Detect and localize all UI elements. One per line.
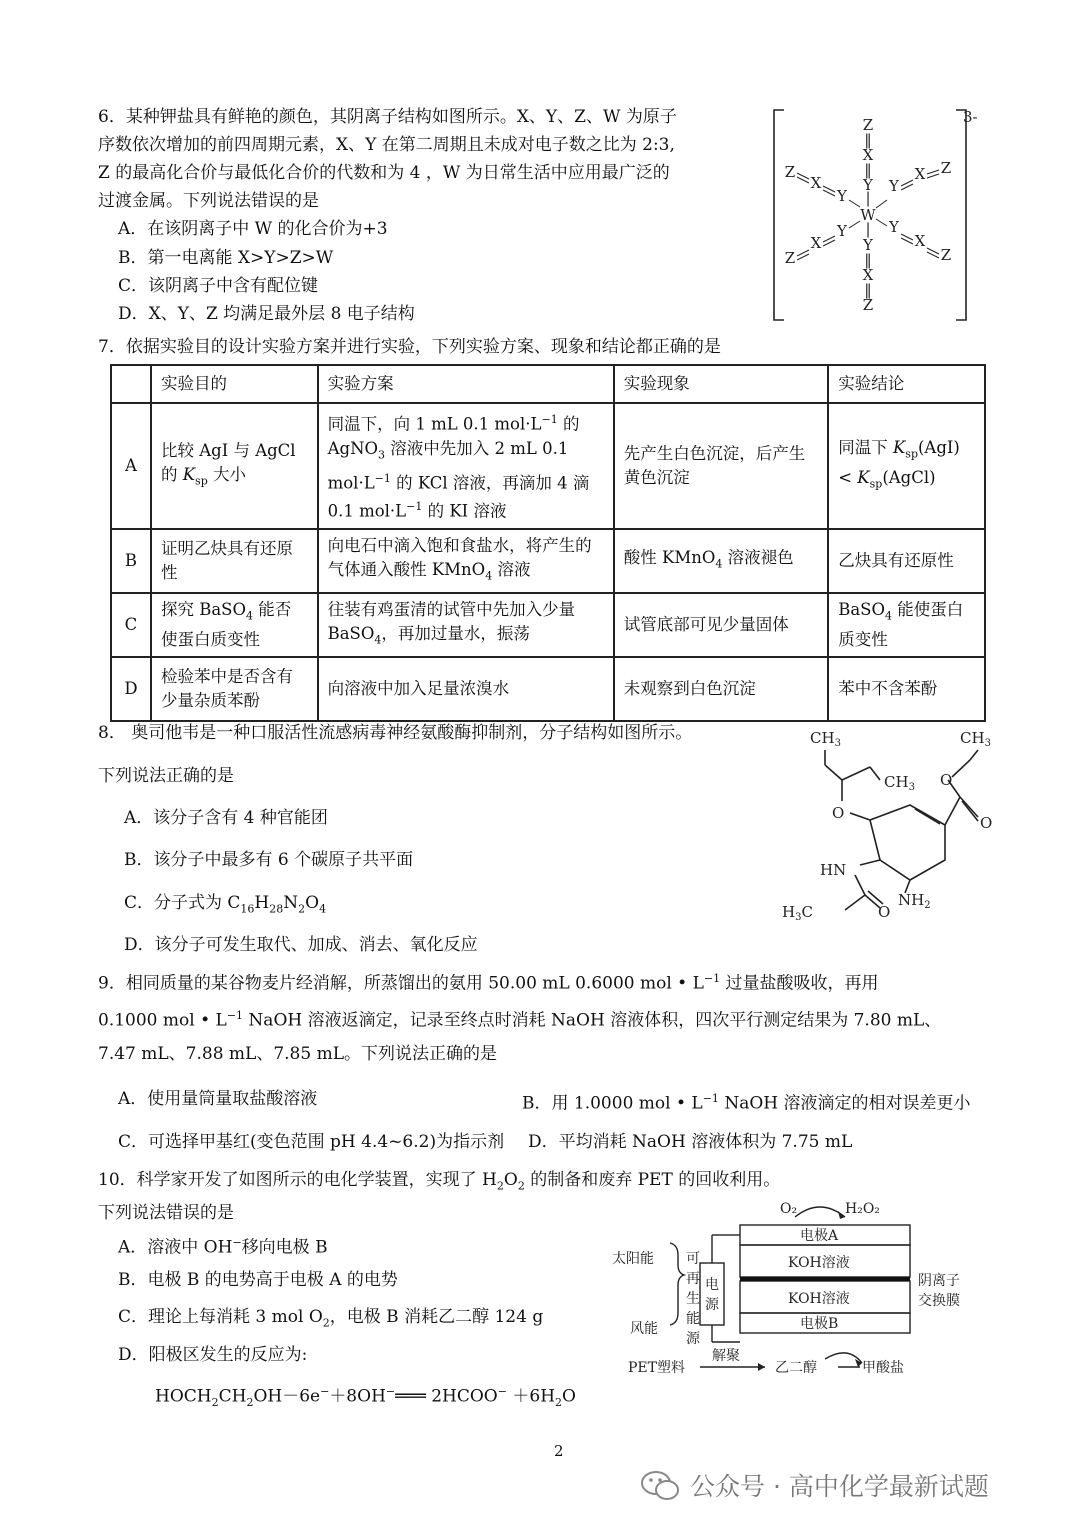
q9-option-a: A．使用量筒量取盐酸溶液 — [118, 1089, 318, 1109]
table-header-cell: 实验结论 — [828, 365, 985, 403]
q6-option-c: C．该阴离子中含有配位键 — [118, 276, 319, 296]
o2-label: O₂ — [780, 1201, 798, 1217]
table-row — [111, 657, 985, 721]
table-header-cell: 实验现象 — [614, 365, 828, 403]
q6-stem-line4: 过渡金属。下列说法错误的是 — [98, 191, 319, 211]
q10-stem-line2: 下列说法错误的是 — [98, 1203, 234, 1223]
membrane-label-2: 交换膜 — [918, 1293, 960, 1309]
svg-text:HN: HN — [820, 861, 847, 879]
svg-text:X: X — [862, 266, 874, 284]
table-header-cell — [111, 365, 151, 403]
table-cell: 检验苯中是否含有少量杂质苯酚 — [151, 657, 318, 721]
q8-option-a: A．该分子含有 4 种官能团 — [124, 808, 328, 828]
table-cell: 证明乙炔具有还原性 — [151, 529, 318, 593]
q10-option-d-equation: $HOCH_2CH_2OH-6e^-+8OH^-═══$ 2HCOO− $+6H_2O$ — [155, 1385, 576, 1410]
svg-text:Y: Y — [863, 236, 873, 254]
svg-text:CH3: $CH_3$ — [884, 773, 915, 793]
row-label: A — [111, 403, 151, 529]
svg-text:Y: Y — [837, 187, 847, 205]
svg-text:能: 能 — [686, 1311, 700, 1327]
koh-upper-label: KOH溶液 — [788, 1255, 850, 1271]
table-cell: 同温下 $K_{sp}(AgI)$ < $K_{sp}(AgCl)$ — [828, 403, 985, 529]
svg-text:‖: ‖ — [864, 131, 872, 149]
table-cell: 往装有鸡蛋清的试管中先加入少量 BaSO$_4$，再加过量水，振荡 — [318, 593, 614, 657]
page-number: 2 — [554, 1442, 564, 1460]
table-cell: 同温下，向 1 mL 0.1 $mol\cdot L^{-1}$ 的 AgNO$_3$ 溶液中先加入 2 mL 0.1 $mol\cdot L^{-1}$ 的 KCl 溶液，再滴加 4 滴 0.1 $mol\cdot L^{-1}$ 的 KI 溶液 — [318, 403, 614, 529]
oseltamivir-structure-diagram — [780, 725, 1010, 925]
table-row — [111, 403, 985, 529]
svg-text:NH2: $NH_2$ — [898, 891, 931, 911]
svg-text:可: 可 — [686, 1251, 700, 1267]
svg-text:X: X — [914, 165, 926, 183]
electrode-b-label: 电极B — [800, 1316, 839, 1332]
wind-label: 风能 — [630, 1321, 658, 1337]
svg-text:O: O — [940, 771, 953, 789]
ethylene-glycol-label: 乙二醇 — [775, 1360, 817, 1376]
q9-option-d: D．平均消耗 NaOH 溶液体积为 7.75 mL — [528, 1132, 853, 1152]
formate-label: 甲酸盐 — [862, 1360, 904, 1376]
q8-option-d: D．该分子可发生取代、加成、消去、氧化反应 — [124, 935, 478, 955]
electrochemical-device-diagram — [600, 1195, 990, 1400]
row-label: B — [111, 529, 151, 593]
q10-option-a: A．溶液中 OH−移向电极 B — [118, 1236, 328, 1258]
table-cell: BaSO$_4$ 能使蛋白质变性 — [828, 593, 985, 657]
table-cell: 乙炔具有还原性 — [828, 529, 985, 593]
table-cell: 先产生白色沉淀，后产生黄色沉淀 — [614, 403, 828, 529]
anion-structure-diagram — [770, 100, 1000, 330]
svg-text:Z: Z — [862, 116, 874, 134]
q10-option-d: D．阳极区发生的反应为: — [118, 1345, 308, 1365]
q9-stem-line3: 7.47 mL、7.88 mL、7.85 mL。下列说法正确的是 — [98, 1044, 497, 1064]
membrane-label-1: 阴离子 — [918, 1273, 960, 1289]
svg-text:Y: Y — [889, 218, 899, 236]
svg-text:Z: Z — [940, 246, 952, 264]
table-cell: 苯中不含苯酚 — [828, 657, 985, 721]
q9-stem-line1: 9．相同质量的某谷物麦片经消解，所蒸馏出的氨用 50.00 mL 0.6000 mol • $L^{-1}$ 过量盐酸吸收，再用 — [98, 972, 879, 994]
svg-text:O: O — [832, 804, 845, 822]
svg-text:源: 源 — [686, 1331, 700, 1347]
svg-text:‖: ‖ — [864, 161, 872, 179]
svg-text:Y: Y — [889, 177, 899, 195]
table-header-cell: 实验目的 — [151, 365, 318, 403]
table-row — [111, 529, 985, 593]
svg-text:CH3: $CH_3$ — [810, 729, 841, 749]
q6-option-a: A．在该阴离子中 W 的化合价为+3 — [118, 219, 388, 239]
row-label: D — [111, 657, 151, 721]
q8-stem-line1: 8． 奥司他韦是一种口服活性流感病毒神经氨酸酶抑制剂，分子结构如图所示。 — [98, 723, 693, 743]
q8-option-c: C．分子式为 $C_{16}H_{28}N_2O_4$ — [124, 893, 327, 916]
svg-text:X: X — [862, 146, 874, 164]
svg-text:X: X — [810, 234, 822, 252]
svg-text:CH3: $CH_3$ — [960, 729, 991, 749]
experiment-table — [110, 364, 986, 722]
q6-stem-line1: 6．某种钾盐具有鲜艳的颜色，其阴离子结构如图所示。X、Y、Z、W 为原子 — [98, 107, 677, 127]
svg-text:X: X — [914, 232, 926, 250]
q10-option-b: B．电极 B 的电势高于电极 A 的电势 — [118, 1270, 398, 1290]
q6-option-b: B．第一电离能 X>Y>Z>W — [118, 248, 334, 268]
svg-text:|: | — [865, 220, 871, 238]
svg-text:源: 源 — [705, 1297, 719, 1313]
charge-label: 3- — [963, 108, 978, 126]
q8-option-b: B．该分子中最多有 6 个碳原子共平面 — [124, 850, 414, 870]
q6-stem-line3: Z 的最高化合价与最低化合价的代数和为 4 ，W 为日常生活中应用最广泛的 — [98, 163, 670, 183]
table-cell: 探究 BaSO$_4$ 能否使蛋白质变性 — [151, 593, 318, 657]
q8-stem-line2: 下列说法正确的是 — [98, 766, 234, 786]
svg-text:W: W — [860, 206, 876, 224]
table-row — [111, 593, 985, 657]
row-label: C — [111, 593, 151, 657]
table-cell: 试管底部可见少量固体 — [614, 593, 828, 657]
q9-option-c: C．可选择甲基红(变色范围 pH 4.4~6.2)为指示剂 — [118, 1132, 505, 1152]
svg-text:Z: Z — [940, 159, 952, 177]
svg-text:|: | — [865, 189, 871, 207]
q10-option-c: C．理论上每消耗 3 mol $O_2$，电极 B 消耗乙二醇 124 g — [118, 1307, 544, 1330]
svg-text:Y: Y — [863, 176, 873, 194]
svg-text:O: O — [878, 903, 891, 921]
pet-label: PET塑料 — [628, 1360, 685, 1376]
table-cell: 向溶液中加入足量浓溴水 — [318, 657, 614, 721]
svg-text:Z: Z — [784, 163, 796, 181]
svg-text:Y: Y — [837, 222, 847, 240]
electrode-a-label: 电极A — [800, 1228, 839, 1244]
q9-option-b: B．用 1.0000 mol • $L^{-1}$ NaOH 溶液滴定的相对误差更小 — [522, 1092, 971, 1114]
svg-text:‖: ‖ — [864, 281, 872, 299]
svg-text:电: 电 — [705, 1277, 719, 1293]
koh-lower-label: KOH溶液 — [788, 1291, 850, 1307]
table-cell: 酸性 KMnO$_4$ 溶液褪色 — [614, 529, 828, 593]
q9-stem-line2: 0.1000 mol • $L^{-1}$ NaOH 溶液返滴定，记录至终点时消耗 NaOH 溶液体积，四次平行测定结果为 7.80 mL、 — [98, 1009, 942, 1031]
svg-text:‖: ‖ — [864, 251, 872, 269]
q6-stem-line2: 序数依次增加的前四周期元素，X、Y 在第二周期且未成对电子数之比为 2:3, — [98, 135, 675, 155]
h2o2-label: H₂O₂ — [845, 1201, 880, 1217]
wechat-icon — [640, 1468, 682, 1502]
svg-text:O: O — [980, 814, 993, 832]
table-cell: 比较 AgI 与 AgCl 的 $K_{sp}$ 大小 — [151, 403, 318, 529]
svg-text:再: 再 — [686, 1271, 700, 1287]
svg-text:生: 生 — [686, 1291, 700, 1307]
table-cell: 未观察到白色沉淀 — [614, 657, 828, 721]
q10-stem-line1: 10．科学家开发了如图所示的电化学装置，实现了 $H_2O_2$ 的制备和废弃 PET 的回收利用。 — [98, 1170, 781, 1193]
svg-text:X: X — [810, 174, 822, 192]
svg-text:Z: Z — [784, 249, 796, 267]
depoly-label: 解聚 — [712, 1348, 740, 1364]
q6-option-d: D．X、Y、Z 均满足最外层 8 电子结构 — [118, 304, 415, 324]
footer-watermark: 公众号 · 高中化学最新试题 — [690, 1472, 989, 1501]
table-header-cell: 实验方案 — [318, 365, 614, 403]
svg-text:H3C: $H_3C$ — [782, 903, 813, 923]
table-header-row — [111, 365, 985, 403]
solar-label: 太阳能 — [612, 1251, 654, 1267]
table-cell: 向电石中滴入饱和食盐水，将产生的气体通入酸性 KMnO$_4$ 溶液 — [318, 529, 614, 593]
svg-text:Z: Z — [862, 296, 874, 314]
q7-stem: 7．依据实验目的设计实验方案并进行实验，下列实验方案、现象和结论都正确的是 — [98, 337, 721, 357]
